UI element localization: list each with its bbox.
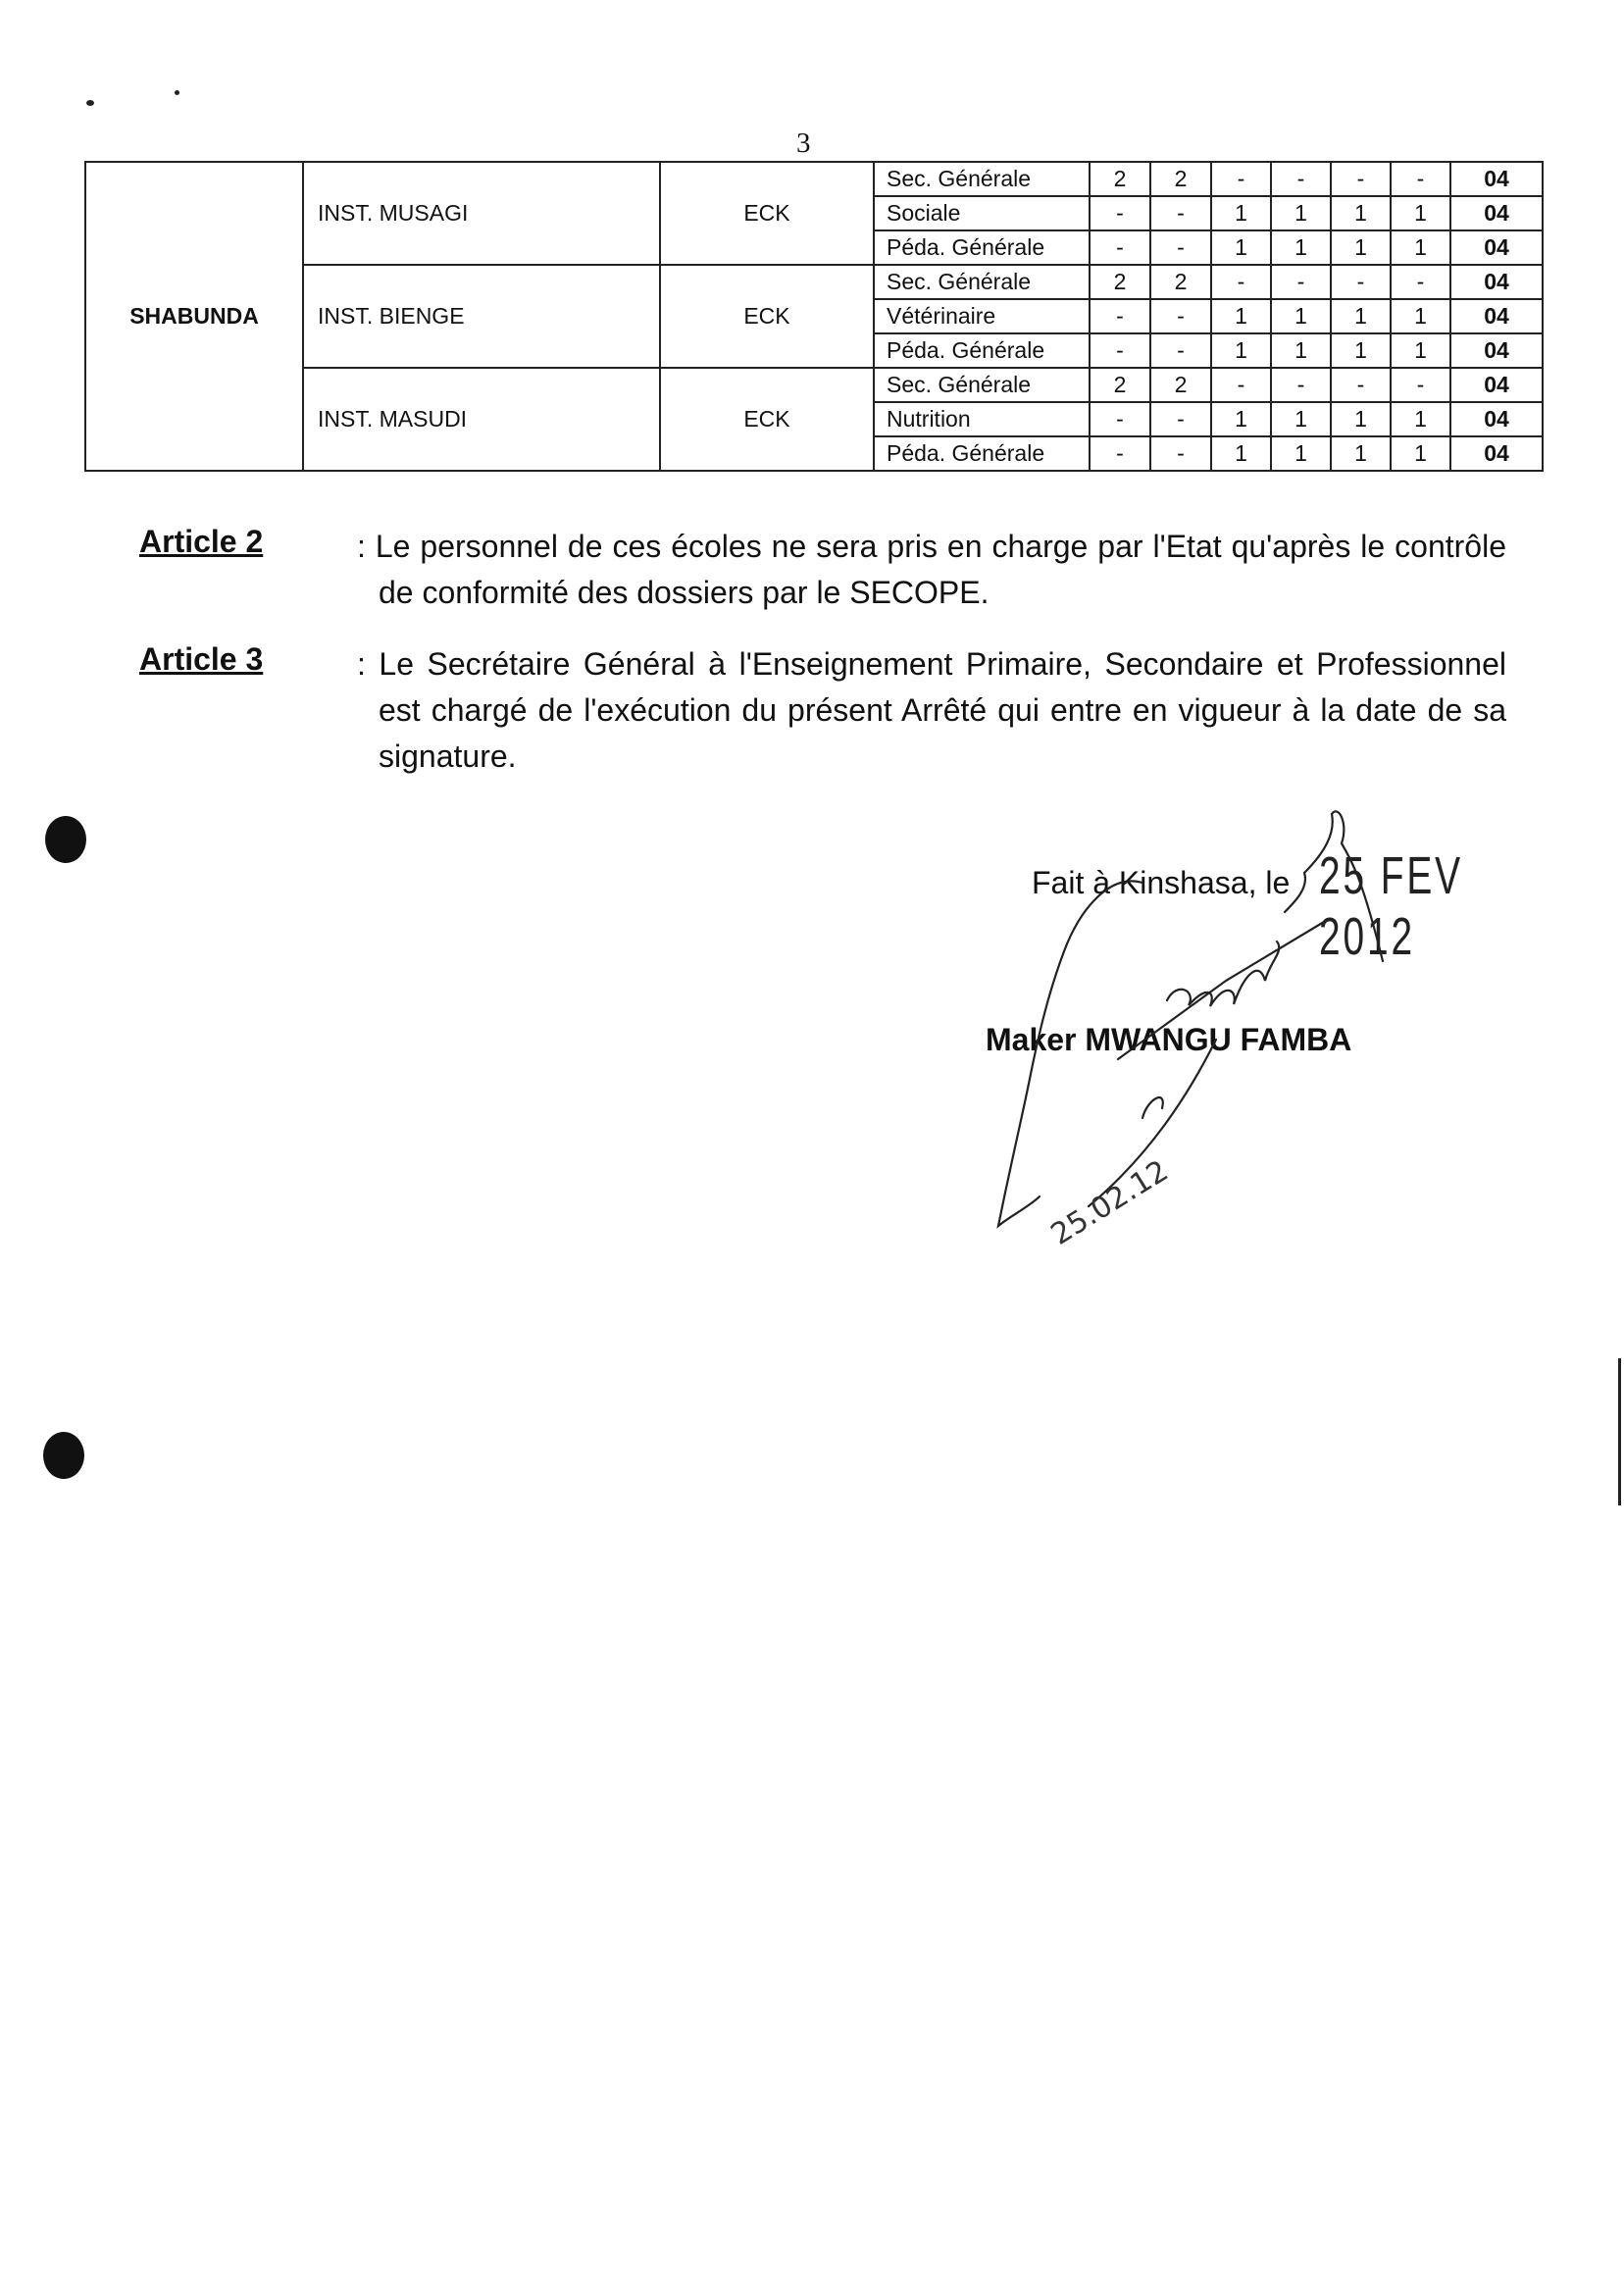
- option-cell: Péda. Générale: [874, 230, 1090, 265]
- class-count-cell: 2: [1090, 162, 1150, 196]
- school-name-cell: INST. BIENGE: [303, 265, 660, 368]
- option-cell: Vétérinaire: [874, 299, 1090, 333]
- class-count-cell: -: [1391, 265, 1450, 299]
- class-count-cell: 1: [1391, 230, 1450, 265]
- class-count-cell: 1: [1211, 299, 1271, 333]
- class-count-cell: -: [1090, 230, 1150, 265]
- total-cell: 04: [1450, 368, 1543, 402]
- class-count-cell: 1: [1211, 333, 1271, 368]
- class-count-cell: -: [1150, 402, 1211, 436]
- class-count-cell: 1: [1391, 299, 1450, 333]
- class-count-cell: 1: [1331, 230, 1391, 265]
- option-cell: Sec. Générale: [874, 265, 1090, 299]
- total-cell: 04: [1450, 402, 1543, 436]
- handwritten-date: 25.02.12: [1044, 1153, 1175, 1252]
- class-count-cell: 1: [1211, 436, 1271, 471]
- class-count-cell: 1: [1271, 436, 1331, 471]
- stamp-date: 25 FEV 2012: [1319, 846, 1463, 966]
- signatory-name: Maker MWANGU FAMBA: [986, 1022, 1352, 1057]
- schools-table: [84, 161, 1544, 472]
- class-count-cell: 2: [1090, 368, 1150, 402]
- total-cell: 04: [1450, 299, 1543, 333]
- total-cell: 04: [1450, 230, 1543, 265]
- class-count-cell: -: [1150, 333, 1211, 368]
- class-count-cell: -: [1331, 162, 1391, 196]
- class-count-cell: -: [1211, 368, 1271, 402]
- class-count-cell: -: [1150, 196, 1211, 230]
- class-count-cell: 1: [1331, 333, 1391, 368]
- punch-hole-mark: [43, 1432, 84, 1479]
- class-count-cell: -: [1331, 265, 1391, 299]
- class-count-cell: 1: [1271, 230, 1331, 265]
- class-count-cell: 1: [1331, 436, 1391, 471]
- class-count-cell: 1: [1331, 299, 1391, 333]
- class-count-cell: -: [1150, 436, 1211, 471]
- class-count-cell: 1: [1331, 402, 1391, 436]
- table-body: [85, 162, 1543, 471]
- option-cell: Péda. Générale: [874, 436, 1090, 471]
- article-label: Article 2: [139, 524, 264, 559]
- scan-edge-line: [1618, 1358, 1621, 1505]
- class-count-cell: -: [1090, 196, 1150, 230]
- school-name-cell: INST. MASUDI: [303, 368, 660, 471]
- total-cell: 04: [1450, 162, 1543, 196]
- class-count-cell: -: [1150, 299, 1211, 333]
- class-count-cell: -: [1271, 368, 1331, 402]
- article-text: : Le personnel de ces écoles ne sera pris en charge par l'Etat qu'après le contrôle de conformité des dossiers par le SECOPE.: [357, 529, 1506, 610]
- class-count-cell: 2: [1090, 265, 1150, 299]
- total-cell: 04: [1450, 196, 1543, 230]
- option-cell: Nutrition: [874, 402, 1090, 436]
- total-cell: 04: [1450, 333, 1543, 368]
- class-count-cell: 1: [1391, 436, 1450, 471]
- network-cell: ECK: [660, 162, 874, 265]
- option-cell: Sec. Générale: [874, 368, 1090, 402]
- scan-speck: [175, 90, 179, 95]
- table-row: [85, 162, 1543, 196]
- class-count-cell: -: [1211, 265, 1271, 299]
- class-count-cell: 1: [1271, 299, 1331, 333]
- class-count-cell: -: [1331, 368, 1391, 402]
- class-count-cell: 1: [1391, 196, 1450, 230]
- school-name-cell: INST. MUSAGI: [303, 162, 660, 265]
- class-count-cell: -: [1271, 265, 1331, 299]
- district-cell: SHABUNDA: [85, 162, 303, 471]
- page-number: 3: [796, 127, 811, 159]
- class-count-cell: -: [1090, 299, 1150, 333]
- class-count-cell: 2: [1150, 265, 1211, 299]
- total-cell: 04: [1450, 265, 1543, 299]
- total-cell: 04: [1450, 436, 1543, 471]
- class-count-cell: -: [1391, 162, 1450, 196]
- class-count-cell: -: [1150, 230, 1211, 265]
- option-cell: Sociale: [874, 196, 1090, 230]
- article-label: Article 3: [139, 641, 264, 677]
- table-row: [85, 265, 1543, 299]
- class-count-cell: 1: [1391, 333, 1450, 368]
- class-count-cell: -: [1090, 402, 1150, 436]
- option-cell: Sec. Générale: [874, 162, 1090, 196]
- class-count-cell: 1: [1271, 333, 1331, 368]
- punch-hole-mark: [45, 816, 86, 863]
- scan-speck: [86, 100, 94, 106]
- handwritten-signature: [971, 794, 1402, 1285]
- class-count-cell: -: [1090, 333, 1150, 368]
- network-cell: ECK: [660, 368, 874, 471]
- class-count-cell: 1: [1211, 196, 1271, 230]
- class-count-cell: -: [1391, 368, 1450, 402]
- network-cell: ECK: [660, 265, 874, 368]
- article-text: : Le Secrétaire Général à l'Enseignement Primaire, Secondaire et Professionnel est chargé de l'exécution du présent Arrêté qui entre en vigueur à la date de sa signature.: [357, 646, 1506, 774]
- class-count-cell: 1: [1211, 230, 1271, 265]
- class-count-cell: 2: [1150, 368, 1211, 402]
- class-count-cell: 1: [1331, 196, 1391, 230]
- table-row: [85, 368, 1543, 402]
- place-date: Fait à Kinshasa, le: [1032, 865, 1291, 900]
- class-count-cell: 1: [1271, 196, 1331, 230]
- class-count-cell: -: [1271, 162, 1331, 196]
- class-count-cell: 1: [1211, 402, 1271, 436]
- class-count-cell: 2: [1150, 162, 1211, 196]
- option-cell: Péda. Générale: [874, 333, 1090, 368]
- class-count-cell: 1: [1271, 402, 1331, 436]
- class-count-cell: 1: [1391, 402, 1450, 436]
- class-count-cell: -: [1090, 436, 1150, 471]
- class-count-cell: -: [1211, 162, 1271, 196]
